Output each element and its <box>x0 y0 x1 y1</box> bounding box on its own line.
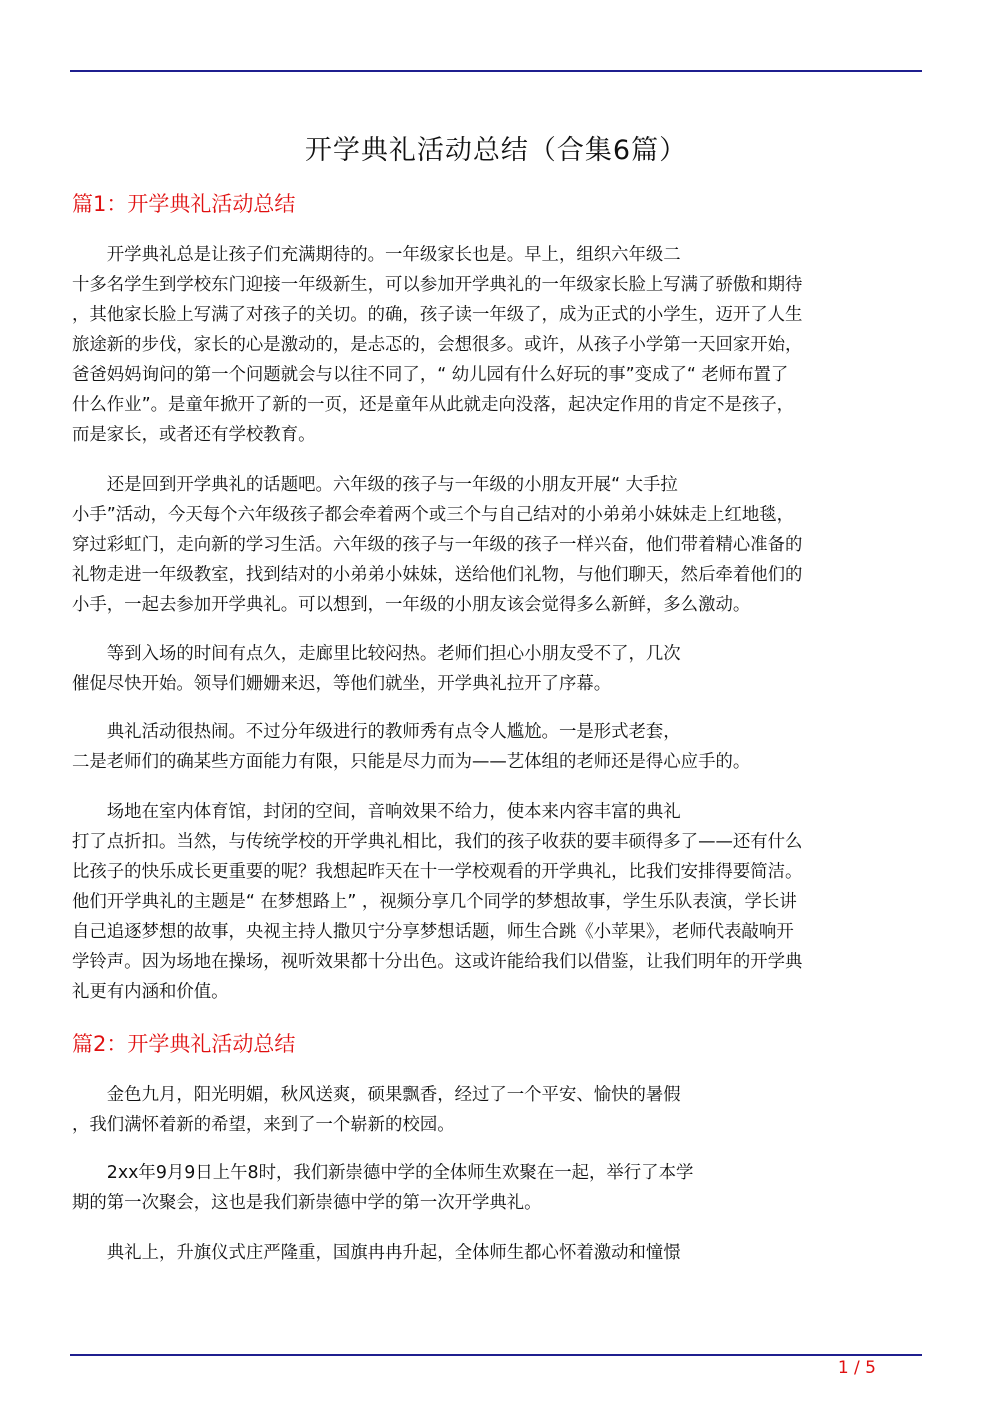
document-title: 开学典礼活动总结（合集6篇） <box>304 135 688 166</box>
text-line: 典礼上，升旗仪式庄严隆重，国旗冉冉升起，全体师生都心怀着激动和憧憬 <box>72 1243 681 1263</box>
text-line: 旅途新的步伐，家长的心是激动的，是忐忑的，会想很多。或许，从孩子小学第一天回家开始， <box>72 335 803 355</box>
text-line: 礼物走进一年级教室，找到结对的小弟弟小妹妹，送给他们礼物，与他们聊天，然后牵着他们的 <box>72 565 803 585</box>
paragraph-2-2 <box>72 1158 916 1218</box>
page-indicator: 1 / 5 <box>837 1358 876 1378</box>
paragraph-2-1 <box>72 1080 916 1140</box>
paragraph-2-3 <box>72 1238 916 1268</box>
text-line: 打了点折扣。当然，与传统学校的开学典礼相比，我们的孩子收获的要丰硕得多了——还有什么 <box>72 832 803 852</box>
text-line: 金色九月，阳光明媚，秋风送爽，硕果飘香，经过了一个平安、愉快的暑假 <box>72 1085 681 1105</box>
text-line: 小手”活动，今天每个六年级孩子都会牵着两个或三个与自己结对的小弟弟小妹妹走上红地毯， <box>72 505 795 525</box>
paragraph-1-4 <box>72 717 916 777</box>
text-line: 穿过彩虹门，走向新的学习生活。六年级的孩子与一年级的孩子一样兴奋，他们带着精心准备的 <box>72 535 803 555</box>
text-line: 开学典礼总是让孩子们充满期待的。一年级家长也是。早上，组织六年级二 <box>72 245 681 265</box>
section-heading-1: 篇1：开学典礼活动总结 <box>72 192 296 216</box>
text-line: 2xx年9月9日上午8时，我们新崇德中学的全体师生欢聚在一起，举行了本学 <box>72 1163 694 1183</box>
paragraph-1-2 <box>72 470 916 620</box>
text-line: ，其他家长脸上写满了对孩子的关切。的确，孩子读一年级了，成为正式的小学生，迈开了人生 <box>72 305 803 325</box>
text-line: 他们开学典礼的主题是“ 在梦想路上” ，视频分享几个同学的梦想故事，学生乐队表演，学长讲 <box>72 892 797 912</box>
text-line: 小手，一起去参加开学典礼。可以想到，一年级的小朋友该会觉得多么新鲜，多么激动。 <box>72 595 751 615</box>
text-line: 等到入场的时间有点久，走廊里比较闷热。老师们担心小朋友受不了，几次 <box>72 644 681 664</box>
section-heading-2: 篇2：开学典礼活动总结 <box>72 1032 296 1056</box>
text-line: 而是家长，或者还有学校教育。 <box>72 425 316 445</box>
text-line: 自己追逐梦想的故事，央视主持人撒贝宁分享梦想话题，师生合跳《小苹果》，老师代表敲响开 <box>72 922 794 942</box>
paragraph-1-3 <box>72 639 916 699</box>
text-line: 还是回到开学典礼的话题吧。六年级的孩子与一年级的小朋友开展“ 大手拉 <box>72 475 678 495</box>
text-line: 什么作业”。是童年掀开了新的一页，还是童年从此就走向没落，起决定作用的肯定不是孩子， <box>72 395 795 415</box>
text-line: 典礼活动很热闹。不过分年级进行的教师秀有点令人尴尬。一是形式老套， <box>72 722 681 742</box>
paragraph-1-5 <box>72 797 916 1007</box>
paragraph-1-1 <box>72 240 916 450</box>
text-line: 比孩子的快乐成长更重要的呢？我想起昨天在十一学校观看的开学典礼，比我们安排得要简洁。 <box>72 862 803 882</box>
header-rule <box>70 70 922 72</box>
footer-rule <box>70 1354 922 1356</box>
text-line: 二是老师们的确某些方面能力有限，只能是尽力而为——艺体组的老师还是得心应手的。 <box>72 752 751 772</box>
text-line: ，我们满怀着新的希望，来到了一个崭新的校园。 <box>72 1115 455 1135</box>
text-line: 学铃声。因为场地在操场，视听效果都十分出色。这或许能给我们以借鉴，让我们明年的开学典 <box>72 952 803 972</box>
text-line: 期的第一次聚会，这也是我们新崇德中学的第一次开学典礼。 <box>72 1193 542 1213</box>
text-line: 场地在室内体育馆，封闭的空间，音响效果不给力，使本来内容丰富的典礼 <box>72 802 681 822</box>
text-line: 礼更有内涵和价值。 <box>72 982 229 1002</box>
text-line: 十多名学生到学校东门迎接一年级新生，可以参加开学典礼的一年级家长脸上写满了骄傲和期待 <box>72 275 803 295</box>
text-line: 爸爸妈妈询问的第一个问题就会与以往不同了，“ 幼儿园有什么好玩的事”变成了“ 老师布置了 <box>72 365 789 385</box>
text-line: 催促尽快开始。领导们姗姗来迟，等他们就坐，开学典礼拉开了序幕。 <box>72 674 612 694</box>
